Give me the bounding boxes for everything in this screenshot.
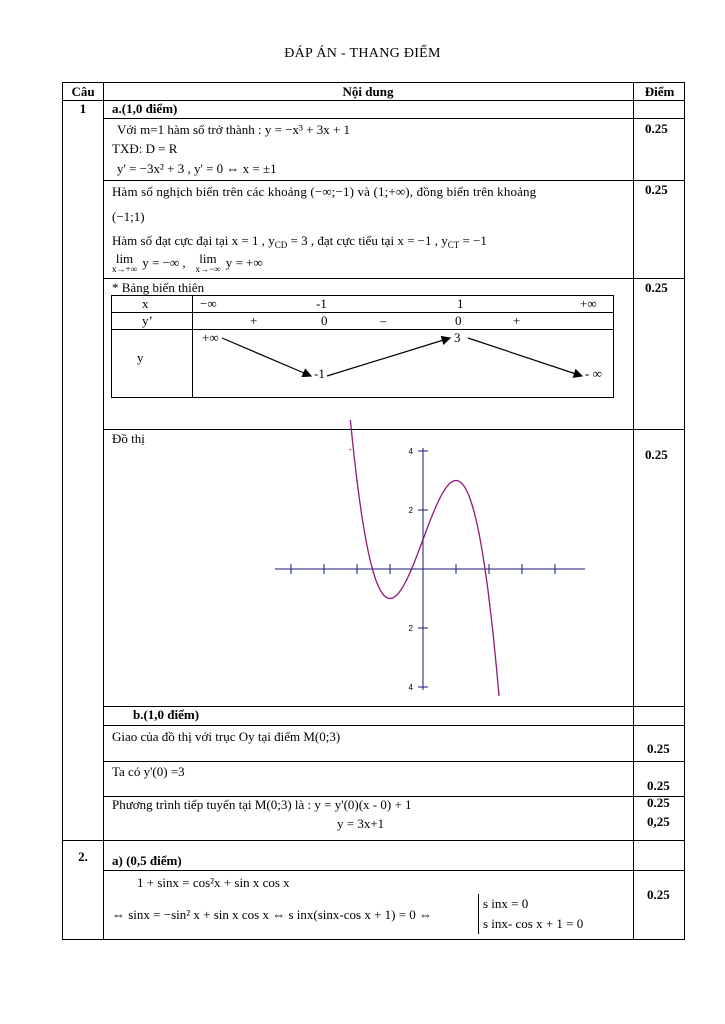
lim1-expr: y = −∞ , <box>142 255 186 270</box>
bbt-yp-sign3: + <box>513 313 521 328</box>
curve-point <box>350 449 352 451</box>
arrow-down-1 <box>222 338 311 376</box>
score-3: 0.25 <box>645 280 668 295</box>
q1-line5-mid: = 3 , đạt cực tiểu tại x = −1 , y <box>287 233 448 248</box>
bbt-y-minus1: -1 <box>314 366 325 381</box>
bbt-label: * Bảng biến thiên <box>112 280 205 295</box>
bbt-x-1: 1 <box>457 296 464 311</box>
header-noi-dung: Nội dung <box>342 84 394 99</box>
q1-line5-end: = −1 <box>459 233 487 248</box>
q2-cases <box>478 894 583 934</box>
curve-point <box>406 579 408 581</box>
score-7: 0.25 <box>647 795 670 810</box>
col-divider-2 <box>633 83 634 939</box>
answer-table <box>62 82 685 940</box>
score-8: 0,25 <box>647 814 670 829</box>
q1-b-line4: y = 3x+1 <box>337 816 385 831</box>
header-diem: Điểm <box>644 84 675 99</box>
bbt-y-label: y <box>137 350 144 365</box>
row-line <box>103 761 684 762</box>
question-1-number: 1 <box>79 101 87 116</box>
bbt-yp-zero2: 0 <box>455 313 462 328</box>
y-tick-label: 4 <box>408 683 413 692</box>
lim2-expr: y = +∞ <box>225 255 263 270</box>
q1-b-line2: Ta có y'(0) =3 <box>112 764 185 779</box>
arrow-up <box>327 338 450 376</box>
bbt-x-label: x <box>142 296 149 311</box>
y-tick-label: 4 <box>408 447 413 456</box>
q1-line1: Với m=1 hàm số trở thành : y = −x³ + 3x + 1 <box>117 122 351 137</box>
curve-point <box>455 480 457 482</box>
q1-line5 <box>112 231 487 255</box>
bbt-x-pos-inf: +∞ <box>580 296 597 311</box>
curve-point <box>439 498 441 500</box>
lim1-under: x→+∞ <box>112 264 137 275</box>
y-tick-label: 2 <box>408 624 413 633</box>
lim1-word: lim <box>115 251 134 267</box>
bbt-arrows <box>112 296 613 397</box>
lim2-word: lim <box>199 251 217 267</box>
row-line <box>103 429 684 430</box>
q1-line4a: Hàm số nghịch biến trên các khoảng (−∞;−1) và (1;+∞), đồng biến trên khoảng <box>112 184 537 199</box>
q1-b-line3: Phương trình tiếp tuyến tại M(0;3) là : y = y'(0)(x - 0) + 1 <box>112 797 412 812</box>
bbt-y-pos-inf: +∞ <box>202 330 219 345</box>
score-6: 0.25 <box>647 778 670 793</box>
graph-label: Đồ thị <box>112 431 145 446</box>
score-9: 0.25 <box>647 887 670 902</box>
q1-line4b: (−1;1) <box>112 209 145 224</box>
q1-limits <box>112 253 263 274</box>
lim1 <box>112 251 137 275</box>
score-1: 0.25 <box>645 121 668 136</box>
arrow-down-2 <box>468 338 582 376</box>
lim2-under: x→−∞ <box>195 264 221 275</box>
q1-b-line1: Giao của đồ thị với trục Oy tại điểm M(0;3) <box>112 729 341 744</box>
variation-table <box>111 295 614 398</box>
curve-point <box>389 598 391 600</box>
page-title: ĐÁP ÁN - THANG ĐIỂM <box>284 46 441 61</box>
q1-line5-text: Hàm số đạt cực đại tại x = 1 , y <box>112 233 275 248</box>
function-curve <box>350 420 499 695</box>
q1-line5-sub1: CD <box>274 240 288 250</box>
col-divider-1 <box>103 83 104 939</box>
header-cau: Câu <box>71 84 95 99</box>
bbt-yp-label: y’ <box>142 313 153 328</box>
q2-line1: 1 + sinx = cos²x + sin x cos x <box>137 875 290 890</box>
row-line <box>63 840 684 841</box>
y-tick-label: 2 <box>408 506 413 515</box>
bbt-x-neg-inf: −∞ <box>200 296 217 311</box>
q1-part-b-label: b.(1,0 điểm) <box>133 707 200 722</box>
curve-point <box>498 694 500 696</box>
lim2 <box>195 251 221 275</box>
q2-case1: s inx = 0 <box>483 896 529 911</box>
q1-line3: y' = −3x² + 3 , y' = 0 ⇔ x = ±1 <box>117 161 277 176</box>
curve-point <box>422 539 424 541</box>
bbt-y-3: 3 <box>454 330 461 345</box>
row-line <box>103 180 684 181</box>
bbt-y-neg-inf: - ∞ <box>585 366 602 381</box>
score-4: 0.25 <box>645 447 668 462</box>
score-2: 0.25 <box>645 182 668 197</box>
q1-line5-sub2: CT <box>447 240 460 250</box>
q2-case2: s inx- cos x + 1 = 0 <box>483 916 584 931</box>
score-5: 0.25 <box>647 741 670 756</box>
bbt-yp-sign1: + <box>250 313 258 328</box>
question-2-number: 2. <box>78 849 88 864</box>
bbt-yp-sign2: – <box>380 313 387 328</box>
row-line <box>103 725 684 726</box>
q2-part-a-label: a) (0,5 điểm) <box>112 853 182 868</box>
q2-line2: ⇔ sinx = −sin² x + sin x cos x ⇔ s inx(sinx-cos x + 1) = 0 ⇔ <box>112 907 433 922</box>
q1-line2: TXĐ: D = R <box>112 141 178 156</box>
bbt-yp-zero1: 0 <box>321 313 328 328</box>
curve-point <box>373 572 375 574</box>
curve-point <box>488 598 490 600</box>
q1-part-a-label: a.(1,0 điểm) <box>112 101 178 116</box>
curve-point <box>356 480 358 482</box>
function-graph <box>275 441 585 701</box>
row-line <box>103 118 684 119</box>
bbt-x-minus1: -1 <box>316 296 327 311</box>
row-line <box>103 870 684 871</box>
curve-point <box>472 505 474 507</box>
